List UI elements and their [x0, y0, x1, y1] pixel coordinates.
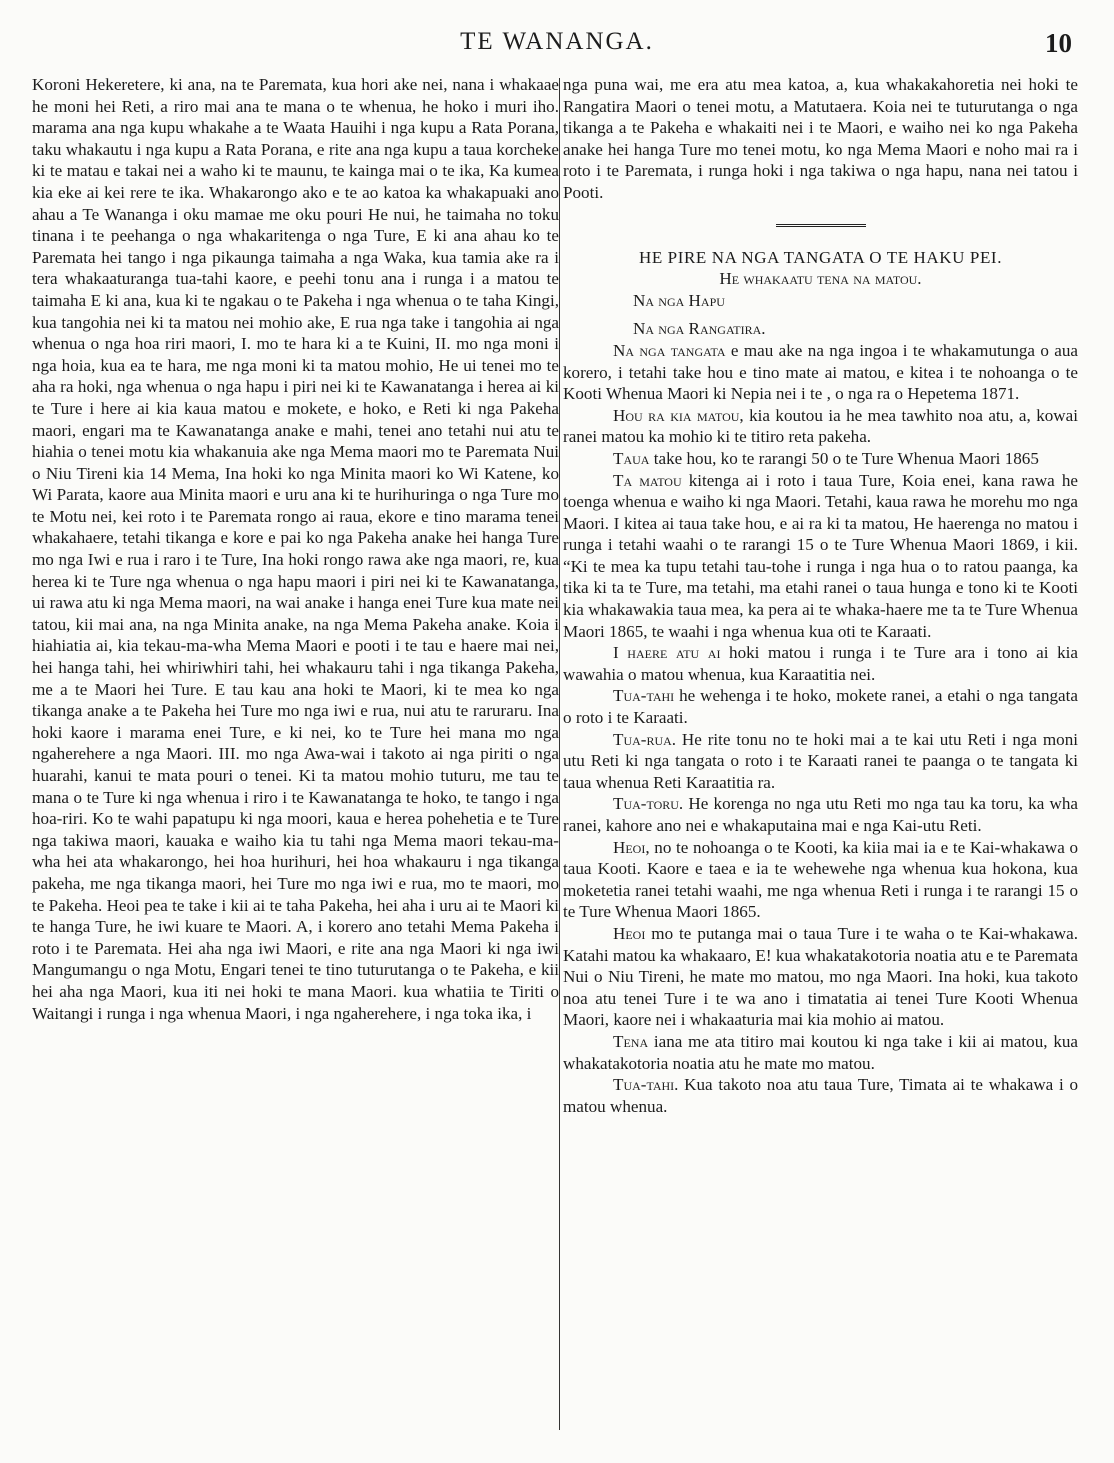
paragraph [563, 405, 1078, 448]
paragraph-lead: Heoi, [613, 837, 650, 857]
paragraph-text: He rite tonu no te hoki mai a te kai utu Reti i nga moni utu Reti ki nga tangata o roto i te Karaati ranei te paanga o te tangata ki taua whenua Reti Karaatitia ra. [563, 729, 1078, 792]
newspaper-title: TE WANANGA. [460, 28, 654, 55]
paragraph-text: he wehenga i te hoko, mokete ranei, a etahi o nga tangata o roto i te Karaati. [563, 686, 1078, 728]
paragraph-lead: Tua-toru. [613, 794, 684, 814]
paragraph-text: kia koutou ia he mea tawhito noa atu, a, kowai ranei matou ka mohio ki te titiro reta pakeha. [563, 405, 1078, 447]
section-divider [776, 224, 866, 225]
page-number: 10 [1045, 28, 1072, 58]
left-column-text: Koroni Hekeretere, ki ana, na te Paremata, kua hori ake nei, nana i whakaae he moni hei Reti, a riro mai ana te mana o te whenua, he hoko i muri iho. marama ana nga kupu whakahe a te Waata Hauihi i nga kupu a Rata Porana, taku whakautu i nga kupu a Rata Porana, e rite ana nga kupu a taua korcheke ki te matau e takai nei a waho ki te maunu, te kainga mai o te ika, Ka kumea kia eke ai kei rere te ika. Whakarongo ako e te ao katoa ka whakapuaki ano ahau a Te Wananga i oku mamae me oku pouri He nui, he taimaha no toku tinana i te peehanga o nga whakaritenga o nga Ture, E ki ana ahau ko te Paremata hei tango i nga pikaunga taimaha a nga Waka, kua tamia ake ra i tera whakaaturanga tua-tahi kaore, e peehi tonu ana i runga i a matou te taimaha E ki ana, kua ki te ngakau o te Pakeha i nga whenua o te taha Kingi, kua tangohia nei ki ta matou nei mohio ake, E rua nga take i tangohia ai nga whenua o nga hoa riri maori, I. mo te hara ki a te Kuini, II. mo nga moni i nga hoia, kua ea te hara, me nga moni ki ta matou mohio, He ui tenei mo te aha ra hoki, nga whenua o nga hapu i piri nei ki te Kawanatanga i herea ai ki te Ture i here ai kia kaua matou e mokete, e hoko, e Reti ki nga Pakeha maori, engari ma te Kawanatanga anake e mahi, tenei ano tetahi nui atu te hiahia o tenei motu kia whakanuia ake nga Mema maori mo te Paremata Nui o Niu Tireni kia 14 Mema, Ina hoki ko nga Minita maori ko Wi Katene, ko Wi Parata, kaore aua Minita maori e uru ana ki te hurihuringa o nga Ture mo te Motu nei, kei roto i te Paremata rongo ai raua, ekore e tino marama tenei whakahaere, tetahi tikanga e kore e pai ko nga Pakeha anake hei hanga Ture mo nga Iwi e rua i raro i te Ture, Ina hoki rongo rawa ake nga maori, re, kua herea ki te Ture nga whenua o nga hapu maori i piri nei ki te Kawanatanga, ui rawa atu ki nga Mema maori, na wai anake i hanga enei Ture kua mate nei tatou, kii mai ana, na nga Minita anake, na nga Mema Pakeha anake. Koia i hiahiatia ai, kia tekau-ma-wha Mema Maori e pooti i te tau e haere mai nei, hei hanga tahi, hei whiriwhiri tahi, hei whakauru tahi i nga tikanga Pakeha, me a te Maori hei Ture. E tau kau ana hoki te Maori, ki te mea ko nga tikanga anake a te Pakeha hei Ture mo nga iwi e rua, nui atu te raruraru. Ina hoki kaore i marama enei Ture, e ki nei, ko te Ture hei mana mo nga ngaherehere a nga Maori. III. mo nga Awa-wai i takoto ai nga piriti o nga huarahi, kanui te mata pouri o tenei. Ki ta matou mohio tuturu, me tau te mana o te Ture ki nga whenua i riro i te Kawanatanga te hoko, te tango i nga hoa-riri. Ko te wahi papatupu ki nga moori, kaua e herea pohehetia e te Ture nga takiwa maori, kauaka e waiho kia tu tahi nga Mema maori tekau-ma-wha hei ata whakarongo, hei hoa hurihuri, hei hoa whakauru i nga tikanga pakeha, me nga tikanga maori, hei Ture mo nga iwi e rua, mo te maori, mo te Pakeha. Heoi pea te take i kii ai te taha Pakeha, hei aha i uru ai te Maori ki te hanga Ture, he iwi kuare te Maori. A, i korero ano tetahi Mema Pakeha i roto i te Paremata. Hei aha nga iwi Maori, e rite ana nga Maori ki nga iwi Mangumangu o nga Motu, Engari tenei te tino tuturutanga o te Pakeha, e kii hei aha nga Maori, kua iti nei hoki te mana Maori. kua whatiia te Tiriti o Waitangi i runga i nga whenua Maori, i nga ngaherehere, i nga toka ika, i [32, 75, 559, 1023]
paragraph-lead: Taua [613, 448, 650, 468]
paragraph-lead: Tua-rua. [613, 729, 677, 749]
paragraph [563, 837, 1078, 923]
paragraph [563, 793, 1078, 836]
paragraph-lead: I haere atu ai [613, 643, 721, 663]
paragraph [563, 448, 1078, 470]
paragraph-text: take hou, ko te rarangi 50 o te Ture Whenua Maori 1865 [649, 448, 1039, 468]
paragraph [563, 729, 1078, 794]
paragraph-lead: Tena [613, 1031, 649, 1051]
paragraph-lead: Tua-tahi. [613, 1075, 679, 1095]
paragraph-text: kitenga ai i roto i taua Ture, Koia enei, kana rawa he toenga whenua e waiho ki nga Maori. Tetahi, kaua rawa he morehu mo nga Maori. I kitea ai taua take hou, e ai ra ki ta matou, He haerenga no matou i runga i tetahi waahi o te rarangi 15 o te Ture Whenua Maori 1869, i kii. “Ki te mea ka tupu tetahi tau-tohe i runga i nga hua o to ratou paanga, ka tika ki ta te Ture, ma tetahi, ma etahi ranei o taua hunga e tono ki te Kooti kia whakawakia taua mea, ka pera ai te whaka-haere me ta te Ture Whenua Maori 1865, te waahi i nga whenua kua oti te Karaati. [563, 470, 1078, 641]
section-subtitle: He whakaatu tena na matou. [719, 269, 922, 289]
paragraph-lead: Heoi [613, 923, 646, 943]
address-line-rangatira: Na nga Rangatira. [633, 319, 766, 339]
right-column [563, 74, 1078, 1117]
paragraph [563, 1031, 1078, 1074]
paragraph-lead: Tua-tahi [613, 686, 675, 706]
paragraph-text: e mau ake na nga ingoa i te whakamutunga o aua korero, i tetahi take hou e tino mate ai matou, e kitea i te nohoanga o te Kooti Whenua Maori ki Nepia nei i te , o nga ra o Hepetema 1871. [563, 340, 1079, 404]
paragraph-text: mo te putanga mai o taua Ture i te waha o te Kai-whakawa. Katahi matou ka whakaaro, E! kua whakatakotoria noatia atu e te Paremata Nui o Niu Tireni, he mate mo matou, mo nga Maori. Ina hoki, kua takoto noa atu tenei Ture i te wa ano i timatatia ai tenei Ture Kooti Whenua Maori, kaore nei i whakaaturia mai kia mohio ai matou. [563, 923, 1078, 1030]
paragraph-text: Kua takoto noa atu taua Ture, Timata ai te whakawa i o matou whenua. [563, 1075, 1078, 1116]
paragraph-text: He korenga no nga utu Reti mo nga tau ka toru, ka wha ranei, kahore ano nei e whakaputaina mai e nga Kai-utu Reti. [563, 794, 1078, 835]
paragraph-lead: Ta matou [613, 470, 682, 490]
paragraph-text: hoki matou i runga i te Ture ara i tono ai kia wawahia o matou whenua, kua Karaatitia nei. [563, 643, 1078, 684]
paragraph [563, 923, 1078, 1031]
paragraph [563, 642, 1078, 685]
paragraph [563, 470, 1078, 643]
paragraph-lead: Na nga tangata [613, 340, 726, 360]
paragraph-lead: Hou ra kia matou, [613, 405, 744, 425]
left-column [32, 74, 559, 1024]
masthead [0, 22, 1114, 62]
paragraph [563, 1074, 1078, 1117]
paragraph-text: no te nohoanga o te Kooti, ka kiia mai ia e te Kai-whakawa o taua Kooti. Kaore e taea e ia te wehewehe nga whenua kua hokona, kua moketetia ranei tetahi waahi, me nga whenua Reti i runga i te rarangi 15 o te Ture Whenua Maori 1865. [563, 837, 1078, 922]
section-divider-double [776, 226, 866, 227]
paragraph [563, 340, 1078, 405]
paragraph-text: iana me ata titiro mai koutou ki nga take i kii ai matou, kua whakatakotoria noatia atu he mate mo matou. [563, 1031, 1078, 1073]
section-title: HE PIRE NA NGA TANGATA O TE HAKU PEI. [638, 247, 1003, 267]
right-column-continuation: nga puna wai, me era atu mea katoa, a, kua whakakahoretia nei hoki te Rangatira Maori o tenei motu, a Matutaera. Koia nei te tuturutanga o nga tikanga a te Pakeha e whakaiti nei i te Maori, e waiho nei ko nga Pakeha anake hei hanga Ture mo tenei motu, ko nga Mema Maori e noho mai ra i roto i te Paremata, i runga hoki i nga takiwa o nga hapu, nana nei tatou i Pooti. [563, 75, 1078, 202]
column-divider [559, 78, 560, 1430]
address-line-hapu: Na nga Hapu [633, 290, 725, 310]
paragraph [563, 685, 1078, 728]
